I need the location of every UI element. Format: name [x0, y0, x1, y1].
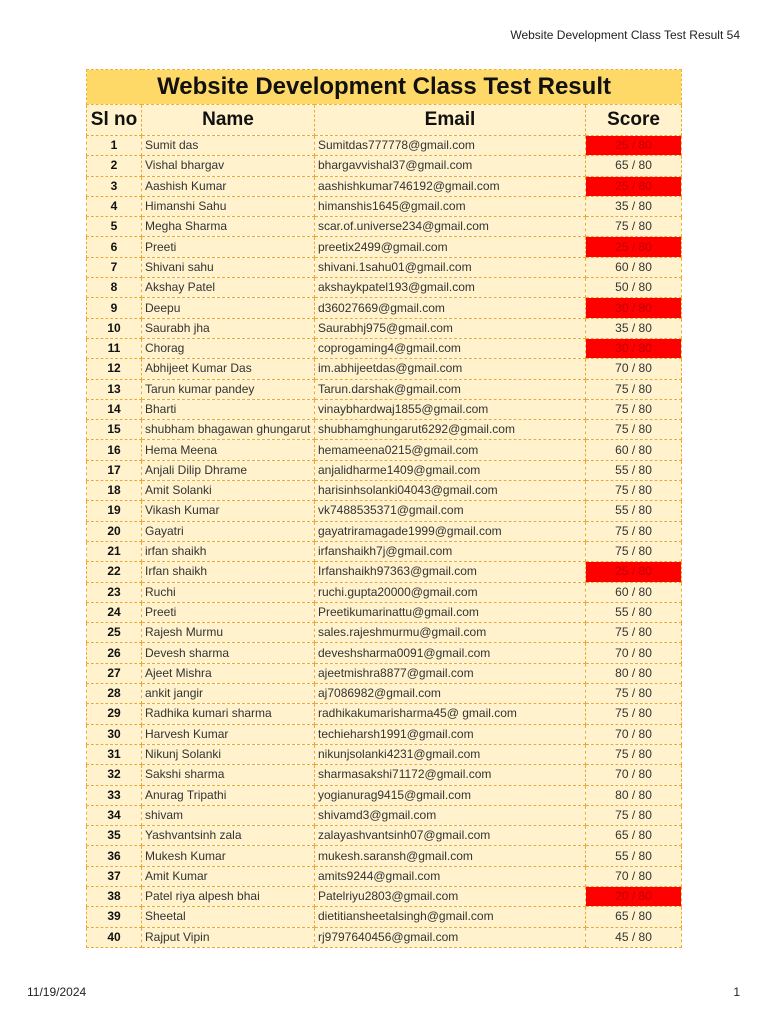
- table-row: [87, 785, 682, 805]
- sl-no-cell: 23: [87, 582, 142, 602]
- email-cell: aashishkumar746192@gmail.com: [315, 176, 586, 196]
- score-cell: 55 / 80: [586, 846, 682, 866]
- sl-no-cell: 1: [87, 136, 142, 156]
- score-cell: 70 / 80: [586, 643, 682, 663]
- score-cell: 60 / 80: [586, 440, 682, 460]
- score-cell: 50 / 80: [586, 278, 682, 298]
- email-cell: Tarun.darshak@gmail.com: [315, 379, 586, 399]
- sl-no-cell: 33: [87, 785, 142, 805]
- score-cell: 70 / 80: [586, 866, 682, 886]
- name-cell: irfan shaikh: [142, 541, 315, 561]
- name-cell: Anjali Dilip Dhrame: [142, 460, 315, 480]
- email-cell: aj7086982@gmail.com: [315, 684, 586, 704]
- footer-page-number: 1: [733, 985, 740, 999]
- name-cell: Rajput Vipin: [142, 927, 315, 947]
- table-row: [87, 704, 682, 724]
- score-cell: 75 / 80: [586, 379, 682, 399]
- name-cell: Nikunj Solanki: [142, 744, 315, 764]
- score-cell: 60 / 80: [586, 582, 682, 602]
- name-cell: Amit Solanki: [142, 481, 315, 501]
- table-row: [87, 541, 682, 561]
- email-cell: akshaykpatel193@gmail.com: [315, 278, 586, 298]
- column-header-name: Name: [142, 105, 315, 136]
- score-cell: 70 / 80: [586, 359, 682, 379]
- results-table: [86, 69, 682, 948]
- column-header-score: Score: [586, 105, 682, 136]
- name-cell: Preeti: [142, 602, 315, 622]
- name-cell: Radhika kumari sharma: [142, 704, 315, 724]
- score-cell: 25 / 80: [586, 136, 682, 156]
- email-cell: im.abhijeetdas@gmail.com: [315, 359, 586, 379]
- score-cell: 55 / 80: [586, 602, 682, 622]
- sl-no-cell: 20: [87, 521, 142, 541]
- sl-no-cell: 3: [87, 176, 142, 196]
- table-row: [87, 623, 682, 643]
- name-cell: Amit Kumar: [142, 866, 315, 886]
- sl-no-cell: 38: [87, 886, 142, 906]
- score-cell: 65 / 80: [586, 826, 682, 846]
- email-cell: ruchi.gupta20000@gmail.com: [315, 582, 586, 602]
- column-header-email: Email: [315, 105, 586, 136]
- email-cell: anjalidharme1409@gmail.com: [315, 460, 586, 480]
- table-row: [87, 176, 682, 196]
- name-cell: Patel riya alpesh bhai: [142, 886, 315, 906]
- score-cell: 20 / 80: [586, 886, 682, 906]
- name-cell: Devesh sharma: [142, 643, 315, 663]
- name-cell: Deepu: [142, 298, 315, 318]
- name-cell: Ruchi: [142, 582, 315, 602]
- sl-no-cell: 17: [87, 460, 142, 480]
- sl-no-cell: 25: [87, 623, 142, 643]
- name-cell: shivam: [142, 805, 315, 825]
- sl-no-cell: 24: [87, 602, 142, 622]
- email-cell: shubhamghungarut6292@gmail.com: [315, 420, 586, 440]
- table-row: [87, 278, 682, 298]
- name-cell: Tarun kumar pandey: [142, 379, 315, 399]
- table-row: [87, 359, 682, 379]
- email-cell: Patelriyu2803@gmail.com: [315, 886, 586, 906]
- score-cell: 75 / 80: [586, 420, 682, 440]
- sl-no-cell: 21: [87, 541, 142, 561]
- score-cell: 30 / 80: [586, 338, 682, 358]
- email-cell: deveshsharma0091@gmail.com: [315, 643, 586, 663]
- email-cell: dietitiansheetalsingh@gmail.com: [315, 907, 586, 927]
- score-cell: 75 / 80: [586, 541, 682, 561]
- sl-no-cell: 40: [87, 927, 142, 947]
- name-cell: Bharti: [142, 399, 315, 419]
- name-cell: Hema Meena: [142, 440, 315, 460]
- name-cell: Saurabh jha: [142, 318, 315, 338]
- sl-no-cell: 15: [87, 420, 142, 440]
- table-row: [87, 481, 682, 501]
- table-row: [87, 298, 682, 318]
- sl-no-cell: 39: [87, 907, 142, 927]
- name-cell: Gayatri: [142, 521, 315, 541]
- score-cell: 65 / 80: [586, 156, 682, 176]
- sl-no-cell: 35: [87, 826, 142, 846]
- score-cell: 65 / 80: [586, 907, 682, 927]
- score-cell: 45 / 80: [586, 927, 682, 947]
- name-cell: Sumit das: [142, 136, 315, 156]
- table-row: [87, 156, 682, 176]
- page-header-title: Website Development Class Test Result 54: [510, 28, 740, 42]
- table-row: [87, 196, 682, 216]
- sheet-title: Website Development Class Test Result: [87, 70, 682, 105]
- email-cell: techieharsh1991@gmail.com: [315, 724, 586, 744]
- sl-no-cell: 36: [87, 846, 142, 866]
- email-cell: ajeetmishra8877@gmail.com: [315, 663, 586, 683]
- name-cell: shubham bhagawan ghungarut: [142, 420, 315, 440]
- table-row: [87, 136, 682, 156]
- email-cell: himanshis1645@gmail.com: [315, 196, 586, 216]
- sl-no-cell: 28: [87, 684, 142, 704]
- sl-no-cell: 2: [87, 156, 142, 176]
- table-row: [87, 684, 682, 704]
- table-row: [87, 866, 682, 886]
- score-cell: 75 / 80: [586, 217, 682, 237]
- email-cell: Preetikumarinattu@gmail.com: [315, 602, 586, 622]
- score-cell: 75 / 80: [586, 481, 682, 501]
- table-row: [87, 744, 682, 764]
- table-row: [87, 846, 682, 866]
- name-cell: Vishal bhargav: [142, 156, 315, 176]
- email-cell: mukesh.saransh@gmail.com: [315, 846, 586, 866]
- column-header-row: [87, 105, 682, 136]
- email-cell: shivani.1sahu01@gmail.com: [315, 257, 586, 277]
- email-cell: zalayashvantsinh07@gmail.com: [315, 826, 586, 846]
- sl-no-cell: 32: [87, 765, 142, 785]
- score-cell: 55 / 80: [586, 460, 682, 480]
- name-cell: Aashish Kumar: [142, 176, 315, 196]
- table-row: [87, 765, 682, 785]
- results-sheet: [86, 69, 681, 948]
- sl-no-cell: 8: [87, 278, 142, 298]
- name-cell: Chorag: [142, 338, 315, 358]
- email-cell: amits9244@gmail.com: [315, 866, 586, 886]
- table-row: [87, 643, 682, 663]
- table-row: [87, 318, 682, 338]
- sl-no-cell: 5: [87, 217, 142, 237]
- email-cell: rj9797640456@gmail.com: [315, 927, 586, 947]
- sl-no-cell: 27: [87, 663, 142, 683]
- sl-no-cell: 13: [87, 379, 142, 399]
- email-cell: d36027669@gmail.com: [315, 298, 586, 318]
- score-cell: 75 / 80: [586, 744, 682, 764]
- sl-no-cell: 34: [87, 805, 142, 825]
- email-cell: vk7488535371@gmail.com: [315, 501, 586, 521]
- name-cell: Abhijeet Kumar Das: [142, 359, 315, 379]
- sl-no-cell: 37: [87, 866, 142, 886]
- score-cell: 80 / 80: [586, 785, 682, 805]
- score-cell: 75 / 80: [586, 521, 682, 541]
- sl-no-cell: 18: [87, 481, 142, 501]
- table-row: [87, 663, 682, 683]
- name-cell: Megha Sharma: [142, 217, 315, 237]
- name-cell: ankit jangir: [142, 684, 315, 704]
- score-cell: 25 / 80: [586, 562, 682, 582]
- column-header-sl-no: Sl no: [87, 105, 142, 136]
- name-cell: Rajesh Murmu: [142, 623, 315, 643]
- sl-no-cell: 12: [87, 359, 142, 379]
- table-row: [87, 582, 682, 602]
- score-cell: 60 / 80: [586, 257, 682, 277]
- email-cell: vinaybhardwaj1855@gmail.com: [315, 399, 586, 419]
- sl-no-cell: 11: [87, 338, 142, 358]
- sl-no-cell: 4: [87, 196, 142, 216]
- sl-no-cell: 10: [87, 318, 142, 338]
- score-cell: 70 / 80: [586, 765, 682, 785]
- sl-no-cell: 6: [87, 237, 142, 257]
- email-cell: preetix2499@gmail.com: [315, 237, 586, 257]
- email-cell: sharmasakshi71172@gmail.com: [315, 765, 586, 785]
- sl-no-cell: 26: [87, 643, 142, 663]
- email-cell: scar.of.universe234@gmail.com: [315, 217, 586, 237]
- table-row: [87, 257, 682, 277]
- sl-no-cell: 14: [87, 399, 142, 419]
- table-row: [87, 602, 682, 622]
- email-cell: Sumitdas777778@gmail.com: [315, 136, 586, 156]
- email-cell: gayatriramagade1999@gmail.com: [315, 521, 586, 541]
- email-cell: hemameena0215@gmail.com: [315, 440, 586, 460]
- email-cell: Irfanshaikh97363@gmail.com: [315, 562, 586, 582]
- name-cell: Yashvantsinh zala: [142, 826, 315, 846]
- score-cell: 75 / 80: [586, 684, 682, 704]
- table-row: [87, 217, 682, 237]
- table-row: [87, 886, 682, 906]
- table-row: [87, 399, 682, 419]
- score-cell: 30 / 80: [586, 298, 682, 318]
- table-row: [87, 460, 682, 480]
- table-row: [87, 907, 682, 927]
- table-row: [87, 927, 682, 947]
- score-cell: 75 / 80: [586, 704, 682, 724]
- table-row: [87, 501, 682, 521]
- email-cell: bhargavvishal37@gmail.com: [315, 156, 586, 176]
- email-cell: coprogaming4@gmail.com: [315, 338, 586, 358]
- table-row: [87, 724, 682, 744]
- score-cell: 70 / 80: [586, 724, 682, 744]
- email-cell: nikunjsolanki4231@gmail.com: [315, 744, 586, 764]
- sl-no-cell: 19: [87, 501, 142, 521]
- sl-no-cell: 16: [87, 440, 142, 460]
- sl-no-cell: 7: [87, 257, 142, 277]
- name-cell: Irfan shaikh: [142, 562, 315, 582]
- name-cell: Anurag Tripathi: [142, 785, 315, 805]
- email-cell: radhikakumarisharma45@ gmail.com: [315, 704, 586, 724]
- sl-no-cell: 22: [87, 562, 142, 582]
- table-row: [87, 805, 682, 825]
- footer-date: 11/19/2024: [27, 985, 87, 999]
- table-row: [87, 440, 682, 460]
- score-cell: 75 / 80: [586, 805, 682, 825]
- table-row: [87, 237, 682, 257]
- email-cell: Saurabhj975@gmail.com: [315, 318, 586, 338]
- score-cell: 25 / 80: [586, 237, 682, 257]
- score-cell: 80 / 80: [586, 663, 682, 683]
- score-cell: 75 / 80: [586, 399, 682, 419]
- table-row: [87, 338, 682, 358]
- name-cell: Ajeet Mishra: [142, 663, 315, 683]
- table-row: [87, 521, 682, 541]
- score-cell: 55 / 80: [586, 501, 682, 521]
- name-cell: Preeti: [142, 237, 315, 257]
- table-row: [87, 562, 682, 582]
- sl-no-cell: 30: [87, 724, 142, 744]
- name-cell: Mukesh Kumar: [142, 846, 315, 866]
- table-row: [87, 379, 682, 399]
- sl-no-cell: 29: [87, 704, 142, 724]
- email-cell: shivamd3@gmail.com: [315, 805, 586, 825]
- sl-no-cell: 9: [87, 298, 142, 318]
- score-cell: 25 / 80: [586, 176, 682, 196]
- name-cell: Akshay Patel: [142, 278, 315, 298]
- email-cell: irfanshaikh7j@gmail.com: [315, 541, 586, 561]
- score-cell: 35 / 80: [586, 318, 682, 338]
- name-cell: Shivani sahu: [142, 257, 315, 277]
- email-cell: sales.rajeshmurmu@gmail.com: [315, 623, 586, 643]
- score-cell: 35 / 80: [586, 196, 682, 216]
- sl-no-cell: 31: [87, 744, 142, 764]
- table-row: [87, 826, 682, 846]
- table-row: [87, 420, 682, 440]
- name-cell: Sheetal: [142, 907, 315, 927]
- name-cell: Harvesh Kumar: [142, 724, 315, 744]
- name-cell: Sakshi sharma: [142, 765, 315, 785]
- score-cell: 75 / 80: [586, 623, 682, 643]
- email-cell: yogianurag9415@gmail.com: [315, 785, 586, 805]
- name-cell: Vikash Kumar: [142, 501, 315, 521]
- name-cell: Himanshi Sahu: [142, 196, 315, 216]
- email-cell: harisinhsolanki04043@gmail.com: [315, 481, 586, 501]
